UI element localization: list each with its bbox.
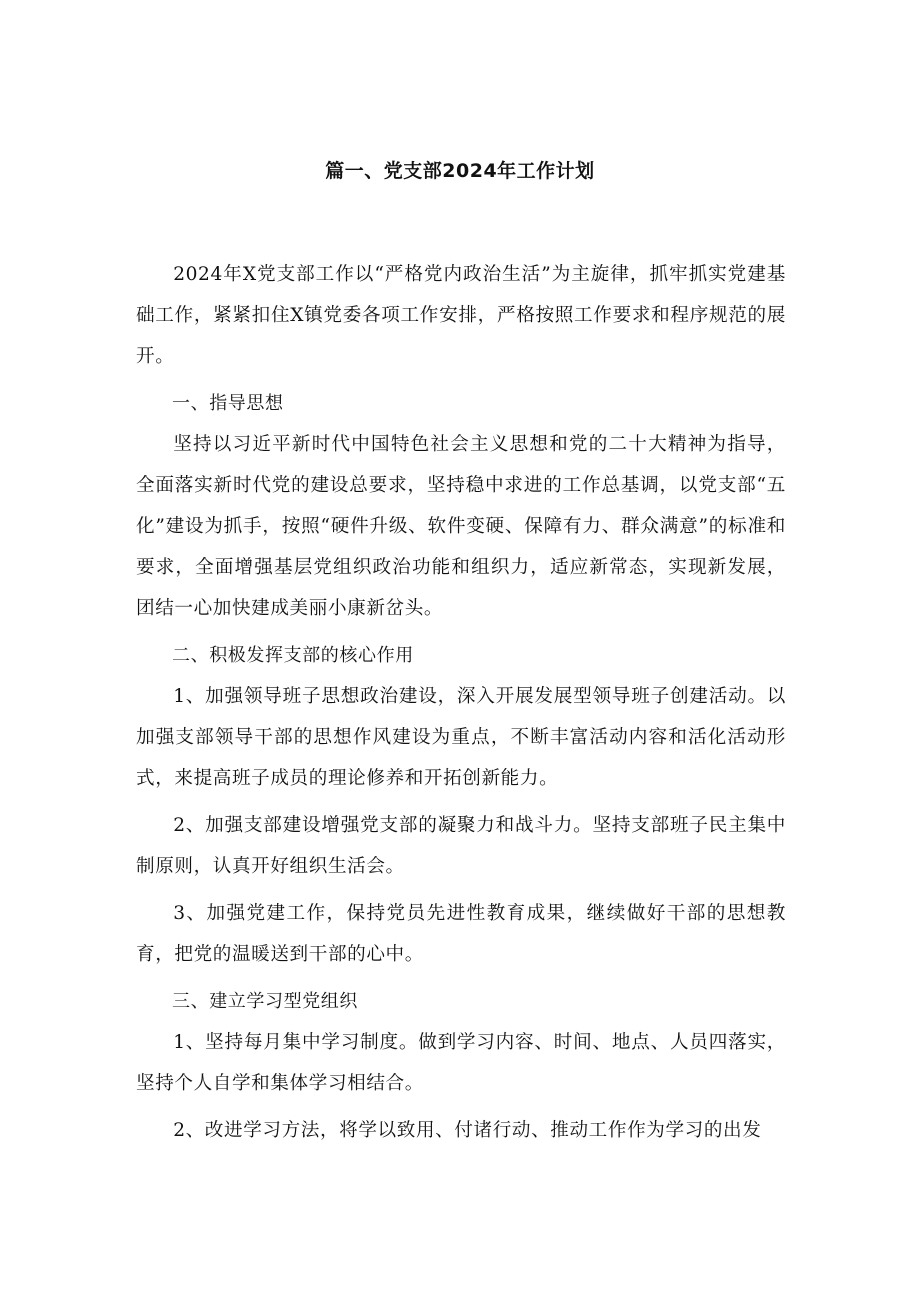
heading-core-role: 二、积极发挥支部的核心作用 <box>172 645 414 666</box>
paragraph-guiding-ideology: 坚持以习近平新时代中国特色社会主义思想和党的二十大精神为指导，全面落实新时代党的建设总要求，坚持稳中求进的工作总基调，以党支部“五化”建设为抓手，按照“硬件升级、软件变硬、保障有力、群众满意”的标准和要求，全面增强基层党组织政治功能和组织力，适应新常态，实现新发展，团结一心加快建成美丽小康新岔头。 <box>136 434 786 619</box>
paragraph-core-role-2: 2、加强支部建设增强党支部的凝聚力和战斗力。坚持支部班子民主集中制原则，认真开好组织生活会。 <box>136 815 786 877</box>
paragraph-learning-2: 2、改进学习方法，将学以致用、付诸行动、推动工作作为学习的出发 <box>173 1120 762 1141</box>
paragraph-core-role-1: 1、加强领导班子思想政治建设，深入开展发展型领导班子创建活动。以加强支部领导干部的思想作风建设为重点，不断丰富活动内容和活化活动形式，来提高班子成员的理论修养和开拓创新能力。 <box>136 686 786 789</box>
paragraph-core-role-3: 3、加强党建工作，保持党员先进性教育成果，继续做好干部的思想教育，把党的温暖送到干部的心中。 <box>136 903 786 965</box>
heading-guiding-ideology: 一、指导思想 <box>172 393 284 414</box>
document-title: 篇一、党支部2024年工作计划 <box>325 160 595 182</box>
paragraph-intro: 2024年X党支部工作以“严格党内政治生活”为主旋律，抓牢抓实党建基础工作，紧紧扣住X镇党委各项工作安排，严格按照工作要求和程序规范的展开。 <box>136 264 786 367</box>
paragraph-learning-1: 1、坚持每月集中学习制度。做到学习内容、时间、地点、人员四落实，坚持个人自学和集体学习相结合。 <box>136 1032 786 1094</box>
heading-learning-org: 三、建立学习型党组织 <box>172 991 358 1012</box>
document-body <box>136 254 786 1151</box>
